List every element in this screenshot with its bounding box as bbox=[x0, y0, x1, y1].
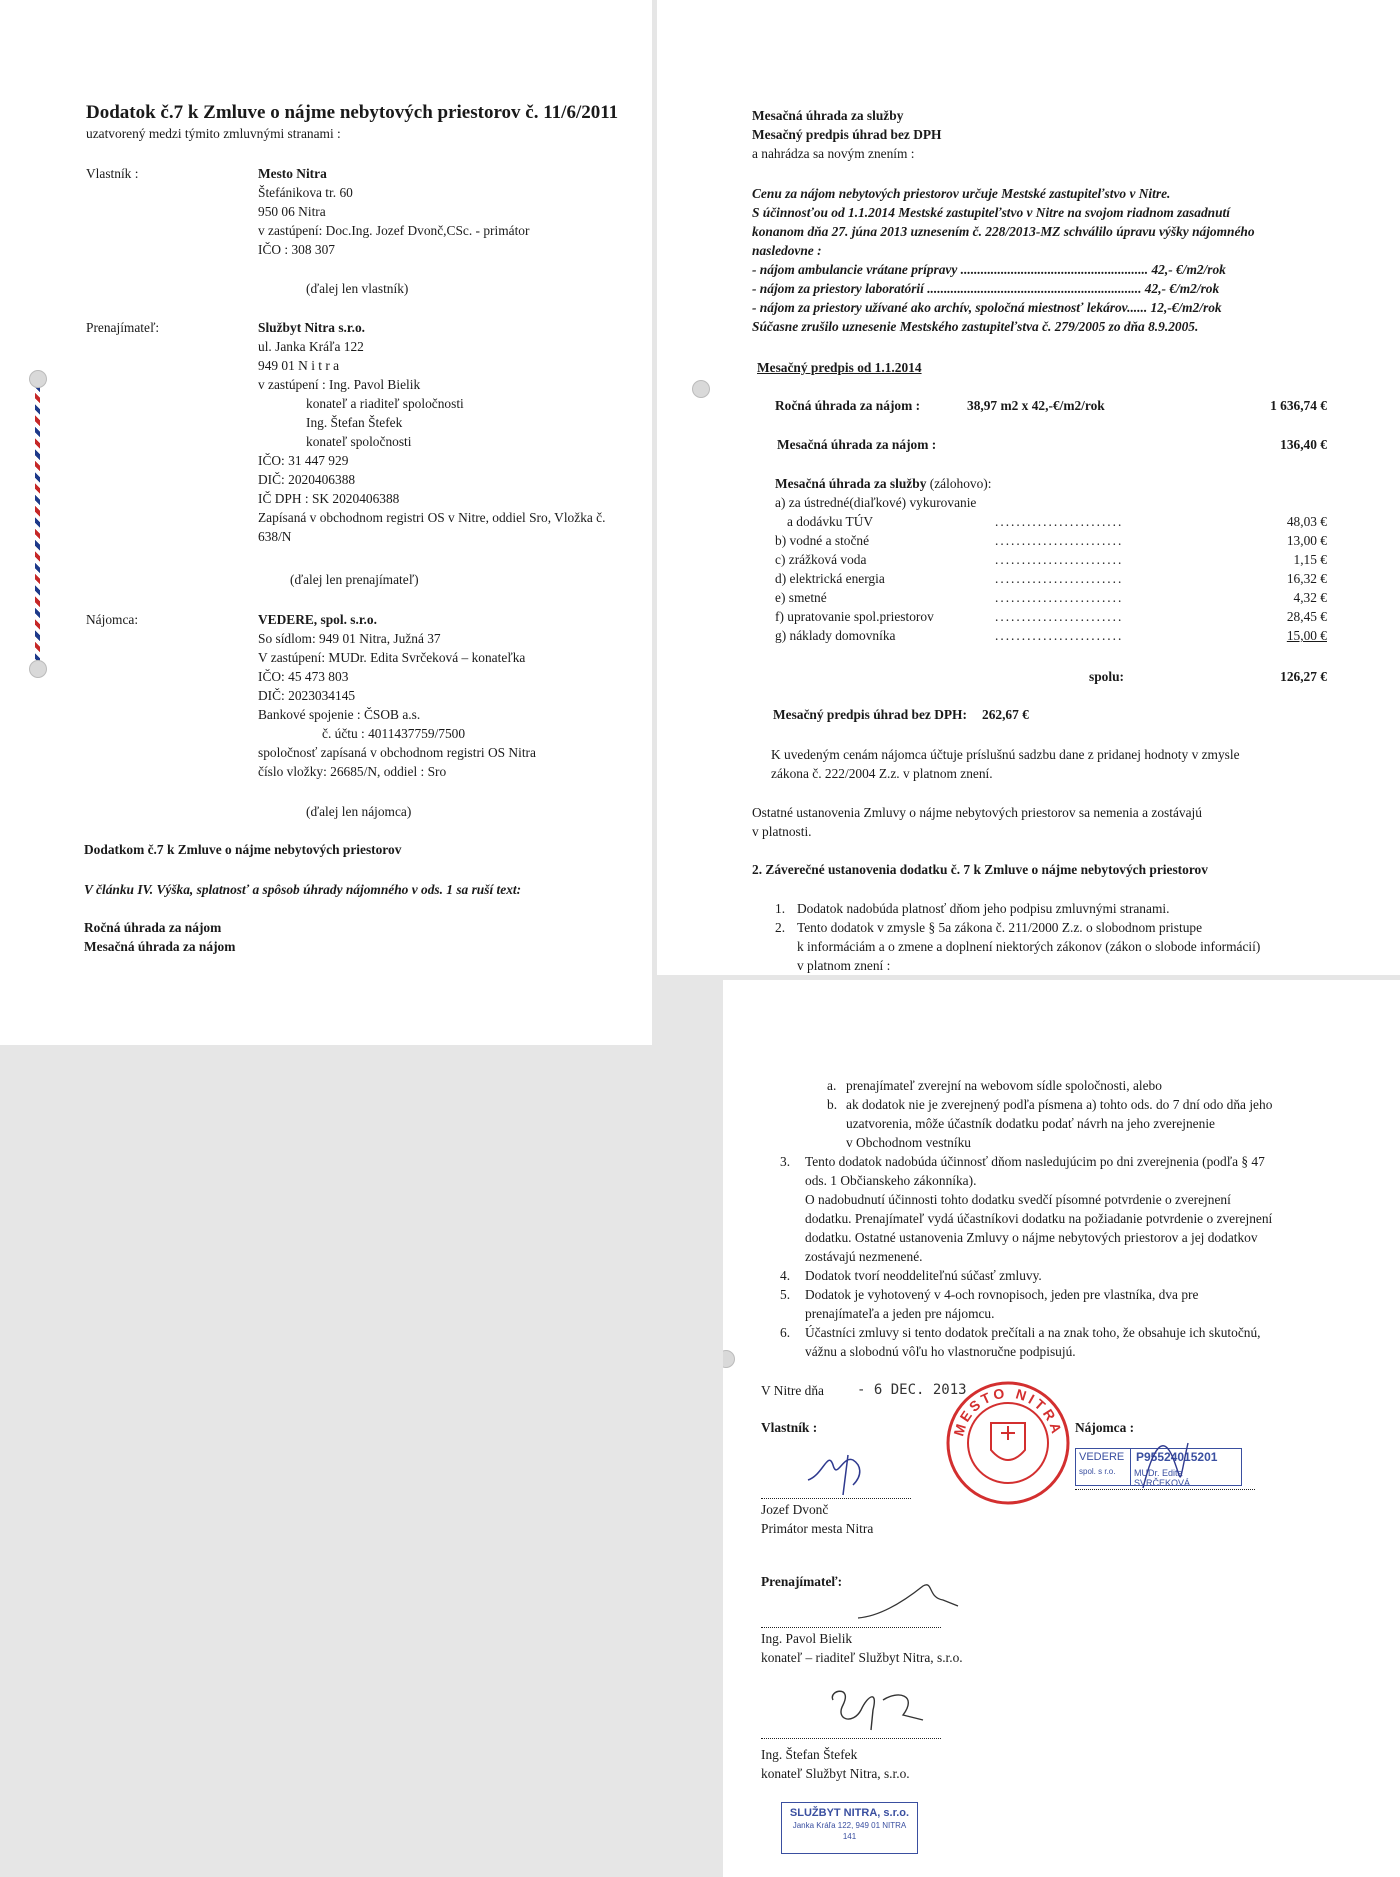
rate-line: - nájom za priestory užívané ako archív, spoločná miestnosť lekárov...... 12,-€/m2/rok bbox=[752, 300, 1222, 315]
other-provisions: Ostatné ustanovenia Zmluvy o nájme nebytových priestorov sa nemenia a zostávajú bbox=[752, 805, 1202, 820]
seal-cross bbox=[1001, 1426, 1015, 1440]
service-value: 15,00 € bbox=[1286, 628, 1327, 643]
tenant-stamp-doctor: MUDr. Edita SVRČEKOVÁ bbox=[1134, 1468, 1191, 1488]
service-label: b) vodné a stočné bbox=[775, 533, 870, 548]
dot-leader: ........................ bbox=[995, 571, 1124, 586]
owner-line: v zastúpení: Doc.Ing. Jozef Dvonč,CSc. - primátor bbox=[258, 223, 530, 238]
tenant-stamp-type: spol. s r.o. bbox=[1079, 1467, 1116, 1476]
services-heading: Mesačná úhrada za služby bbox=[752, 108, 904, 123]
lessor-name: Službyt Nitra s.r.o. bbox=[258, 320, 366, 335]
tenant-label: Nájomca: bbox=[86, 612, 139, 627]
annual-rent-label: Ročná úhrada za nájom : bbox=[775, 398, 921, 413]
article-text: V článku IV. Výška, splatnosť a spôsob úhrady nájomného v ods. 1 sa ruší text: bbox=[84, 882, 522, 897]
document-title: Dodatok č.7 k Zmluve o nájme nebytových priestorov č. 11/6/2011 bbox=[86, 102, 619, 123]
service-value: 28,45 € bbox=[1286, 609, 1327, 624]
removed-annual-rent: Ročná úhrada za nájom bbox=[84, 920, 222, 935]
lessor-signature-1 bbox=[853, 1578, 963, 1628]
owner-signature-label: Vlastník : bbox=[761, 1420, 818, 1435]
service-label: d) elektrická energia bbox=[775, 571, 885, 586]
tenant-line: číslo vložky: 26685/N, oddiel : Sro bbox=[258, 764, 447, 779]
schedule-title: Mesačný predpis od 1.1.2014 bbox=[757, 360, 922, 375]
item-5-text: prenajímateľa a jeden pre nájomcu. bbox=[805, 1306, 995, 1321]
item-4-text: Dodatok tvorí neoddeliteľnú súčasť zmluvy. bbox=[805, 1268, 1042, 1283]
lessor-signatory-2-role: konateľ Službyt Nitra, s.r.o. bbox=[761, 1766, 910, 1781]
tenant-name: VEDERE, spol. s.r.o. bbox=[258, 612, 377, 627]
punch-hole bbox=[692, 380, 710, 398]
item-2-text: Tento dodatok v zmysle § 5a zákona č. 211/2000 Z.z. o slobodnom pristupe bbox=[797, 920, 1203, 935]
dot-leader: ........................ bbox=[995, 590, 1124, 605]
item-2-text: k informáciám a o zmene a doplnení niektorých zákonov (zákon o slobode informácií) bbox=[797, 939, 1261, 954]
sub-item-letter: a. bbox=[827, 1078, 837, 1093]
owner-signatory-role: Primátor mesta Nitra bbox=[761, 1521, 874, 1536]
sub-item-b: ak dodatok nie je zverejnený podľa písmena a) tohto ods. do 7 dní odo dňa jeho bbox=[846, 1097, 1273, 1112]
lessor-label: Prenajímateľ: bbox=[86, 320, 160, 335]
company-stamp bbox=[781, 1802, 918, 1854]
council-text: konanom dňa 27. júna 2013 uznesením č. 228/2013-MZ schválilo úpravu výšky nájomného bbox=[752, 224, 1255, 239]
service-label: e) smetné bbox=[775, 590, 827, 605]
item-number: 2. bbox=[775, 920, 786, 935]
service-value: 48,03 € bbox=[1286, 514, 1327, 529]
total-label: Mesačný predpis úhrad bez DPH: bbox=[773, 707, 967, 722]
tenant-line: spoločnosť zapísaná v obchodnom registri OS Nitra bbox=[258, 745, 536, 760]
services-note: (zálohovo): bbox=[929, 476, 992, 491]
annual-rent-calc: 38,97 m2 x 42,-€/m2/rok bbox=[967, 398, 1105, 413]
seal-inner-ring bbox=[968, 1403, 1048, 1483]
owner-line: 950 06 Nitra bbox=[258, 204, 326, 219]
council-text: S účinnosťou od 1.1.2014 Mestské zastupiteľstvo v Nitre na svojom riadnom zasadnutí bbox=[752, 205, 1230, 220]
dot-leader: ........................ bbox=[995, 514, 1124, 529]
vat-note: K uvedeným cenám nájomca účtuje príslušnú sadzbu dane z pridanej hodnoty v zmysle bbox=[771, 747, 1240, 762]
lessor-line: IČ DPH : SK 2020406388 bbox=[258, 491, 400, 506]
tenant-line: DIČ: 2023034145 bbox=[258, 688, 356, 703]
monthly-rent-value: 136,40 € bbox=[1280, 437, 1327, 452]
item-6-text: Účastníci zmluvy si tento dodatok prečítali a na znak toho, že obsahuje ich skutočnú, bbox=[805, 1325, 1261, 1340]
item-6-text: vážnu a slobodnú vôľu ho vlastnoručne podpisujú. bbox=[805, 1344, 1076, 1359]
lessor-alias: (ďalej len prenajímateľ) bbox=[290, 572, 419, 587]
document-subtitle: uzatvorený medzi týmito zmluvnými stranami : bbox=[86, 126, 341, 141]
service-label: a dodávku TÚV bbox=[787, 514, 874, 529]
dot-leader: ........................ bbox=[995, 533, 1124, 548]
services-sum-value: 126,27 € bbox=[1280, 669, 1327, 684]
owner-name: Mesto Nitra bbox=[258, 166, 327, 181]
date-stamp: - 6 DEC. 2013 bbox=[857, 1382, 967, 1398]
owner-label: Vlastník : bbox=[86, 166, 139, 181]
item-3-text: zostávajú nezmenené. bbox=[805, 1249, 923, 1264]
vat-note: zákona č. 222/2004 Z.z. v platnom znení. bbox=[771, 766, 993, 781]
rate-line: - nájom za priestory laboratórií ................................................................ 42,- €/m2/rok bbox=[752, 281, 1220, 296]
service-value: 13,00 € bbox=[1286, 533, 1327, 548]
replacement-note: a nahrádza sa novým znením : bbox=[752, 146, 915, 161]
dot-leader: ........................ bbox=[995, 552, 1124, 567]
sub-item-b: uzatvorenia, môže účastník dodatku podať návrh na jeho zverejnenie bbox=[846, 1116, 1215, 1131]
city-seal bbox=[943, 1378, 1073, 1508]
council-text: Súčasne zrušilo uznesenie Mestského zastupiteľstva č. 279/2005 zo dňa 8.9.2005. bbox=[752, 319, 1199, 334]
schedule-heading: Mesačný predpis úhrad bez DPH bbox=[752, 127, 942, 142]
service-label: a) za ústredné(diaľkové) vykurovanie bbox=[775, 495, 977, 510]
dot-leader: ........................ bbox=[995, 628, 1124, 643]
final-provisions-heading: 2. Záverečné ustanovenia dodatku č. 7 k Zmluve o nájme nebytových priestorov bbox=[752, 862, 1208, 877]
place-label: V Nitre dňa bbox=[761, 1383, 824, 1398]
service-value: 16,32 € bbox=[1286, 571, 1327, 586]
council-text: Cenu za nájom nebytových priestorov určuje Mestské zastupiteľstvo v Nitre. bbox=[752, 186, 1171, 201]
lessor-line: ul. Janka Kráľa 122 bbox=[258, 339, 364, 354]
item-5-text: Dodatok je vyhotovený v 4-och rovnopisoch, jeden pre vlastníka, dva pre bbox=[805, 1287, 1199, 1302]
removed-monthly-rent: Mesačná úhrada za nájom bbox=[84, 939, 236, 954]
lessor-line: 638/N bbox=[258, 529, 292, 544]
tenant-alias: (ďalej len nájomca) bbox=[306, 804, 412, 819]
owner-signature bbox=[803, 1435, 883, 1505]
services-label: Mesačná úhrada za služby bbox=[775, 476, 927, 491]
service-value: 1,15 € bbox=[1293, 552, 1327, 567]
total-value: 262,67 € bbox=[982, 707, 1029, 722]
owner-line: IČO : 308 307 bbox=[258, 242, 335, 257]
lessor-line: DIČ: 2020406388 bbox=[258, 472, 356, 487]
services-label-row bbox=[775, 474, 992, 493]
item-number: 1. bbox=[775, 901, 786, 916]
owner-line: Štefánikova tr. 60 bbox=[258, 185, 353, 200]
tenant-line: Bankové spojenie : ČSOB a.s. bbox=[258, 707, 421, 722]
tenant-stamp-name: VEDERE bbox=[1079, 1451, 1125, 1463]
service-value: 4,32 € bbox=[1293, 590, 1327, 605]
council-text: nasledovne : bbox=[752, 243, 822, 258]
lessor-indented: konateľ spoločnosti bbox=[306, 434, 412, 449]
page-1 bbox=[0, 0, 652, 1045]
stamp-divider bbox=[1130, 1449, 1131, 1485]
lessor-signatory-1-role: konateľ – riaditeľ Službyt Nitra, s.r.o. bbox=[761, 1650, 963, 1665]
item-number: 6. bbox=[780, 1325, 791, 1340]
page-3 bbox=[723, 980, 1400, 1877]
item-3-text: Tento dodatok nadobúda účinnosť dňom nasledujúcim po dni zverejnenia (podľa § 47 bbox=[805, 1154, 1265, 1169]
service-label: g) náklady domovníka bbox=[775, 628, 896, 643]
seal-text: MESTO NITRA bbox=[950, 1384, 1066, 1438]
punch-hole bbox=[29, 660, 47, 678]
monthly-rent-label: Mesačná úhrada za nájom : bbox=[777, 437, 937, 452]
lessor-signature-label: Prenajímateľ: bbox=[761, 1574, 843, 1589]
annual-rent-value: 1 636,74 € bbox=[1270, 398, 1327, 413]
tenant-line: V zastúpení: MUDr. Edita Svrčeková – konateľka bbox=[258, 650, 526, 665]
services-sum-label: spolu: bbox=[1089, 669, 1124, 684]
page-2 bbox=[657, 0, 1400, 975]
dot-leader: ........................ bbox=[995, 609, 1124, 624]
sub-item-a: prenajímateľ zverejní na webovom sídle spoločnosti, alebo bbox=[846, 1078, 1162, 1093]
seal-ring bbox=[948, 1383, 1068, 1503]
service-label: c) zrážková voda bbox=[775, 552, 867, 567]
item-3-text: ods. 1 Občianskeho zákonníka). bbox=[805, 1173, 977, 1188]
lessor-line: IČO: 31 447 929 bbox=[258, 453, 349, 468]
sub-item-b: v Obchodnom vestníku bbox=[846, 1135, 971, 1150]
item-3-text: dodatku. Ostatné ustanovenia Zmluvy o nájme nebytových priestorov a jej dodatkov bbox=[805, 1230, 1258, 1245]
item-1-text: Dodatok nadobúda platnosť dňom jeho podpisu zmluvnými stranami. bbox=[797, 901, 1170, 916]
owner-signature-line bbox=[761, 1497, 911, 1499]
lessor-signatory-2-name: Ing. Štefan Štefek bbox=[761, 1747, 858, 1762]
binding-string bbox=[35, 378, 40, 670]
company-stamp-address: Janka Kráľa 122, 949 01 NITRA bbox=[792, 1821, 907, 1830]
lessor-indented: konateľ a riaditeľ spoločnosti bbox=[306, 396, 464, 411]
rate-line: - nájom ambulancie vrátane prípravy ........................................................ 42,- €/m2/rok bbox=[752, 262, 1226, 277]
lessor-signature-2 bbox=[823, 1680, 933, 1740]
lessor-signature-line-2 bbox=[761, 1737, 941, 1739]
lessor-line: Zapísaná v obchodnom registri OS v Nitre, oddiel Sro, Vložka č. bbox=[258, 510, 606, 525]
item-number: 3. bbox=[780, 1154, 791, 1169]
company-stamp-number: 141 bbox=[842, 1832, 857, 1841]
punch-hole bbox=[29, 370, 47, 388]
lessor-indented: Ing. Štefan Štefek bbox=[306, 415, 403, 430]
sub-item-letter: b. bbox=[827, 1097, 838, 1112]
lessor-line: 949 01 N i t r a bbox=[258, 358, 340, 373]
owner-signatory-name: Jozef Dvonč bbox=[761, 1502, 829, 1517]
item-2-text: v platnom znení : bbox=[797, 958, 891, 973]
tenant-stamp-code: P95524015201 bbox=[1136, 1450, 1218, 1464]
service-label: f) upratovanie spol.priestorov bbox=[775, 609, 934, 624]
tenant-line: IČO: 45 473 803 bbox=[258, 669, 349, 684]
tenant-signature-line bbox=[1075, 1488, 1255, 1490]
item-3-text: dodatku. Prenajímateľ vydá účastníkovi dodatku na požiadanie potvrdenie o zverejnení bbox=[805, 1211, 1273, 1226]
lessor-signatory-1-name: Ing. Pavol Bielik bbox=[761, 1631, 853, 1646]
tenant-signature-label: Nájomca : bbox=[1075, 1420, 1135, 1435]
item-number: 4. bbox=[780, 1268, 791, 1283]
punch-hole bbox=[723, 1350, 735, 1368]
other-provisions: v platnosti. bbox=[752, 824, 812, 839]
company-stamp-name: SLUŽBYT NITRA, s.r.o. bbox=[789, 1807, 910, 1819]
owner-alias: (ďalej len vlastník) bbox=[306, 281, 409, 296]
lessor-signature-line-1 bbox=[761, 1626, 941, 1628]
item-number: 5. bbox=[780, 1287, 791, 1302]
item-3-text: O nadobudnutí účinnosti tohto dodatku svedčí písomné potvrdenie o zverejnení bbox=[805, 1192, 1231, 1207]
lessor-line: v zastúpení : Ing. Pavol Bielik bbox=[258, 377, 421, 392]
addendum-heading: Dodatkom č.7 k Zmluve o nájme nebytových priestorov bbox=[84, 842, 402, 857]
tenant-line: So sídlom: 949 01 Nitra, Južná 37 bbox=[258, 631, 441, 646]
tenant-account: č. účtu : 4011437759/7500 bbox=[322, 726, 466, 741]
